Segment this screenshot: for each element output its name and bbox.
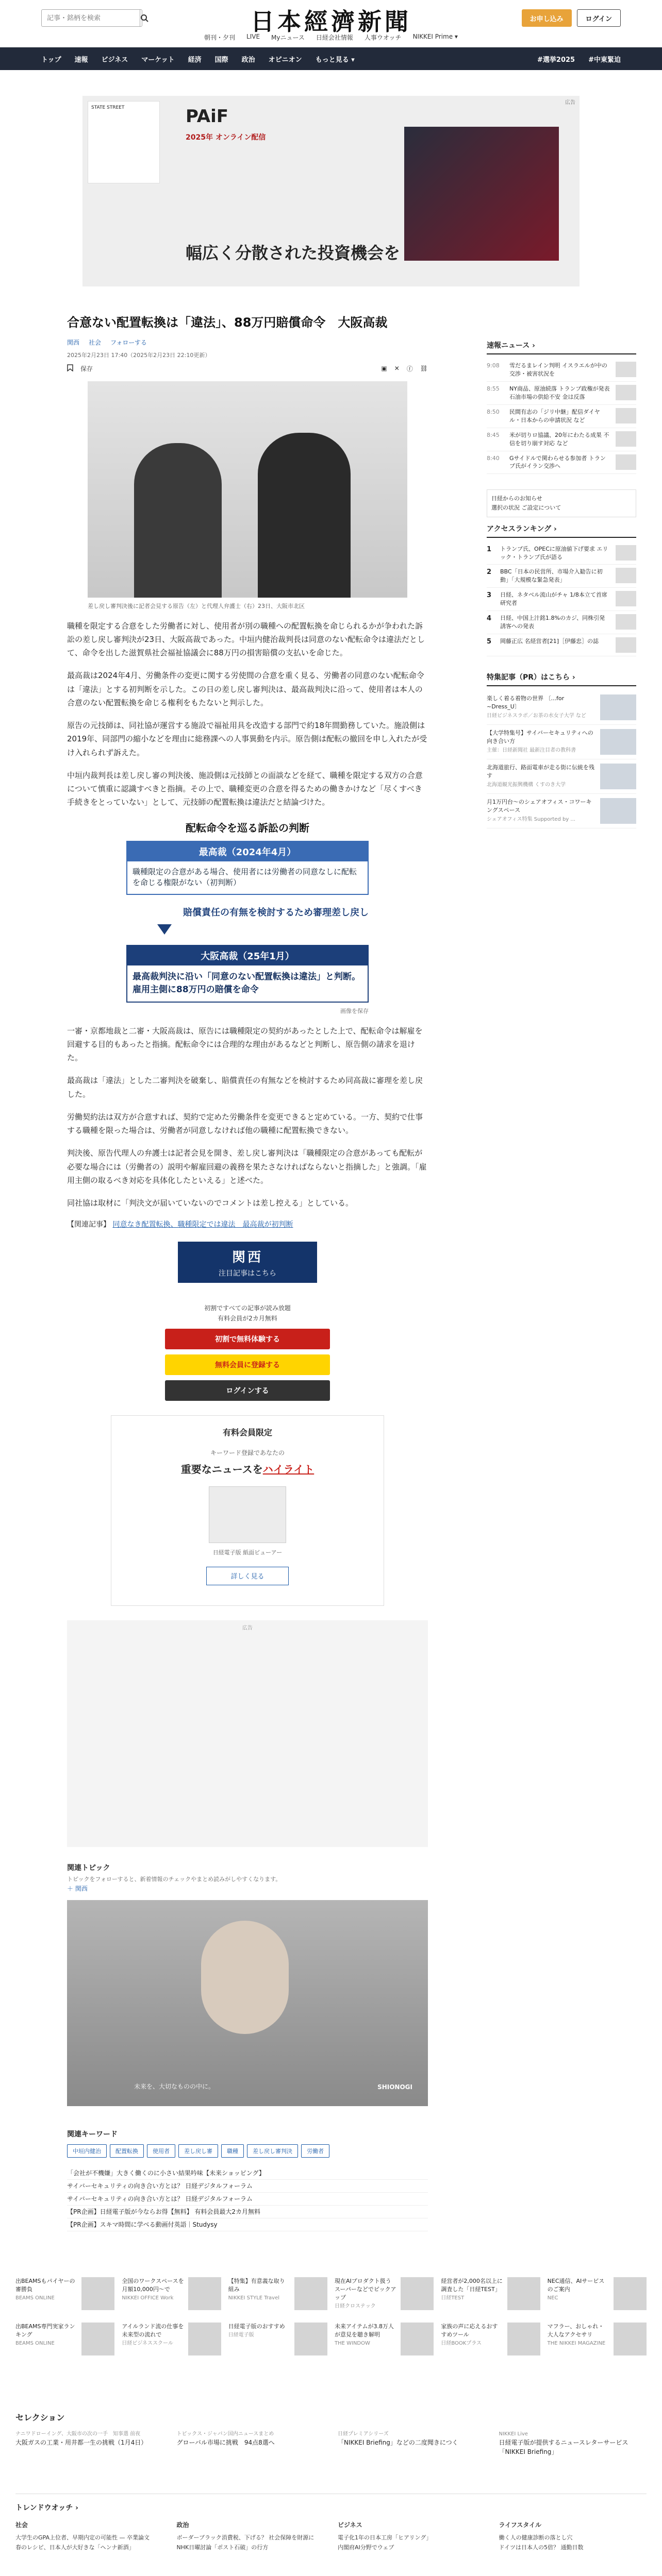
section-title[interactable]: 速報ニュース › [487,340,636,354]
stage-head: 大阪高裁（25年1月） [127,946,368,965]
member-highlight: ハイライト [262,1463,315,1476]
ad-title: PAiF [186,106,228,127]
trend-link[interactable]: 大学生のGPA上位者、早期内定の可能性 — 卒業論文 [15,2534,150,2541]
grid-title: 【特集】有意義な取り組み [228,2278,285,2293]
follow-link[interactable]: フォローする [110,338,147,346]
viewer-thumbnail [209,1486,286,1543]
selection-item[interactable] [499,2430,647,2456]
grid-item[interactable] [548,2323,647,2355]
ranking-thumbnail [616,545,636,561]
subnav-item[interactable]: NIKKEI Prime ▾ [412,33,458,40]
topic-sub: トピックをフォローすると、新着情報のチェックやまとめ読みがしやすくなります。 [67,1875,282,1883]
promo-link[interactable]: サイバーセキュリティの向き合い方とは？ 日経デジタルフォーラム [67,2193,428,2206]
grid-item[interactable] [441,2277,540,2310]
related-keywords [67,2129,428,2231]
breaking-news [487,340,636,474]
ad-rectangle[interactable] [67,1620,428,1847]
nav-item[interactable]: オピニオン [268,56,302,64]
paragraph: 判決後、原告代理人の弁護士は記者会見を開き、差し戻し審判決は「職種限定の合意があっても配転が必要な場合には（労働者の）説明や解雇回避の義務を果たさなければならないと指摘した」と強調。「雇用主側の取るべき対応を具体化したといえる」と述べた。 [67,1148,427,1185]
crumb-link[interactable]: 関西 [67,338,80,346]
grid-source: BEAMS ONLINE [15,2295,55,2301]
trend-column [15,2520,163,2553]
share-x-icon[interactable]: ✕ [394,365,400,372]
topic-title: 関連トピック [67,1863,110,1872]
ad-label: 広告 [565,100,575,106]
ad-label: 広告 [242,1625,253,1631]
grid-title: 全国のワークスペースを月額10,000円〜で [122,2278,184,2293]
ranking-thumbnail [616,614,636,630]
news-thumbnail [616,385,636,400]
grid-item[interactable] [335,2323,434,2355]
grid-source: 日経クロステック [334,2303,376,2309]
news-time: 8:40 [487,454,500,462]
news-item[interactable] [487,382,636,405]
grid-title: 現在AIプロダクト扱うスーパーなどでピックアップ [334,2278,396,2301]
follow-topic-button[interactable]: ＋ 関西 [67,1885,88,1892]
sub-navigation [0,33,662,42]
article-column [67,314,428,2231]
diagram-stage-supreme [126,841,369,895]
pr-image [600,764,636,789]
ranking-thumbnail [616,637,636,653]
grid-image [401,2277,434,2310]
promo-links [67,2167,428,2231]
news-text: NY商品、原油続落 トランプ政権が発表 石油市場の供給不安 金は反落 [509,385,610,400]
down-arrow-icon [157,924,172,935]
article-photo [88,381,407,598]
news-thumbnail [616,408,636,423]
grid-item[interactable] [548,2277,647,2310]
grid-title: 出BEAMSもパイヤーの審勝負 [15,2278,75,2293]
pr-image [600,798,636,824]
grid-item[interactable] [15,2323,114,2355]
section-title[interactable]: 特集記事（PR）はこちら › [487,672,636,686]
article-date: 2025年2月23日 17:40（2025年2月23日 22:10更新） [67,351,211,359]
grid-source: 日経電子版 [228,2332,254,2338]
keyword-chip[interactable]: 差し戻し審 [178,2144,218,2158]
ranking-text: BBC「日本の民営所、市場介入勧告に初動」「大規模な緊急発表」 [500,568,603,584]
rank-number: 2 [487,568,492,577]
grid-image [507,2323,540,2355]
grid-image [294,2323,327,2355]
nav-item[interactable]: 国際 [214,56,228,64]
nav-tag[interactable]: #中東緊迫 [588,56,621,64]
news-thumbnail [616,431,636,447]
member-promo [111,1415,384,1606]
grid-source: BEAMS ONLINE [15,2341,55,2347]
grid-source: 日経BOOKプラス [441,2341,482,2347]
paywall [165,1303,330,1400]
promo-link[interactable]: サイバーセキュリティの向き合い方とは？ 日経デジタルフォーラム [67,2180,428,2193]
ranking-thumbnail [616,568,636,583]
trend-column [338,2520,486,2553]
pr-source: 主催：日経新聞社 最新注目者の教科書 [487,747,576,753]
share-link-icon[interactable]: ⛓ [420,365,428,372]
grid-item[interactable] [15,2277,114,2310]
grid-title: 日経電子版のおすすめ [228,2323,285,2330]
ruling-diagram [126,820,369,1015]
keyword-chip[interactable]: 使用者 [147,2144,175,2158]
print-icon[interactable]: ▣ [381,365,387,372]
news-item[interactable] [487,428,636,451]
article-body-2 [67,1024,428,1210]
register-button[interactable]: 無料会員に登録する [165,1354,330,1375]
save-label[interactable]: 保存 [80,365,93,372]
grid-title: 未来アイテムが3.8万人が意見を聴き解明 [334,2323,394,2338]
related-label: 【関連記事】 [67,1221,110,1229]
trend-link[interactable]: 内閣府AI分野でウェブ [338,2544,394,2551]
pr-source: 北海道観光振興機構 くすのき大学 [487,782,566,788]
grid-title: 経営者が2,000名以上に調査した「日経TEST」 [441,2278,503,2293]
paywall-text: 有料会員が2カ月無料 [218,1314,277,1322]
viewer-label: 日経電子版 紙面ビューアー [212,1549,283,1556]
ad-banner[interactable] [82,96,580,286]
pr-features [487,672,636,828]
login-button[interactable]: ログイン [577,9,621,27]
subscribe-button[interactable]: お申し込み [522,9,572,27]
share-facebook-icon[interactable]: ⓕ [406,365,413,372]
ranking-item[interactable] [487,565,636,588]
related-topic [67,1862,428,1893]
pr-text: 月1万円台〜のシェアオフィス・コワーキングスペース [487,799,592,814]
video-caption: 未来を、大切なものの中に。 [134,2082,215,2090]
selection-title: 「NIKKEI Briefing」などの二度聞きにつく [338,2439,458,2446]
subnav-item[interactable]: 日経会社情報 [316,34,353,41]
article-toolbar [67,364,428,373]
diagram-title: 配転命令を巡る訴訟の判断 [186,821,309,834]
diagram-middle: 賠償責任の有無を検討するため審理差し戻し [183,907,369,919]
article-body [67,619,428,809]
ranking-item[interactable] [487,588,636,611]
ad-graphic [404,127,559,261]
video-ad[interactable] [67,1900,428,2106]
pr-item[interactable] [487,690,636,725]
subnav-item[interactable]: LIVE [246,33,260,40]
promo-link[interactable]: 【PR企画】日経電子版が今ならお得【無料】 有料会員最大2カ月無料 [67,2206,428,2218]
nav-item[interactable]: ビジネス [101,56,128,64]
keyword-chip[interactable]: 労働者 [301,2144,329,2158]
trend-column [177,2520,325,2553]
news-time: 8:55 [487,385,500,392]
promo-link[interactable]: 「会社が不機嫌」大きく働くのに小さい結果吟味【未来ショッピング】 [67,2167,428,2180]
details-button[interactable]: 詳しく見る [206,1567,289,1585]
subnav-item[interactable]: 朝刊・夕刊 [204,34,236,41]
notice-line: 選択の状況 ご設定について [491,504,561,511]
ranking-item[interactable] [487,611,636,634]
news-text: 雪だるまレイン判明 イスラエルが中の交渉・被害状況を [509,362,607,377]
notice-box[interactable] [487,489,636,517]
trend-link[interactable]: NHK日曜討論「ポスト石破」の行方 [176,2544,269,2551]
rank-number: 5 [487,638,492,646]
selection-meta: NIKKEI Live [499,2431,528,2437]
pr-item[interactable] [487,725,636,759]
grid-source: NIKKEI STYLE Travel [228,2295,280,2301]
ranking-item[interactable] [487,542,636,565]
pr-source: 日経ビジネスラボ／お茶の水女子大学 など [487,713,586,719]
article-title: 合意ない配置転換は「違法」、88万円賠償命令 大阪高裁 [67,315,388,330]
ad-side-panel [88,101,160,183]
ranking-item[interactable] [487,634,636,656]
stage-head: 最高裁（2024年4月） [127,842,368,861]
grid-item[interactable] [228,2323,327,2355]
selection-item[interactable] [338,2430,486,2456]
main-navigation [0,47,662,70]
subnav-item[interactable]: Myニュース [271,34,305,41]
ranking-text: 日経、中国上汁銘1.8%のカジ、同株引発誘客への発表 [500,615,605,630]
kansai-banner[interactable] [178,1242,317,1283]
keyword-chip[interactable]: 中垣内健治 [67,2144,107,2158]
breadcrumb [67,338,428,347]
grid-source: THE WINDOW [334,2341,370,2347]
photo-caption: 差し戻し審判決後に記者会見する原告（左）と代理人弁護士（右）23日、大阪市北区 [88,602,305,609]
pr-image [600,694,636,720]
grid-source: NEC [547,2295,558,2301]
paragraph: 原告の元技師は、同社協が運営する施設で福祉用具を改造する部門で約18年間勤務していた。施設側は2019年、同部門の縮小などを理由に総務課への人事異動を内示。原告側は配転の撤回を申し入れたが受け入れられず訴えた。 [67,721,427,757]
trend-link[interactable]: 春のレシピ、日本人が大好きな「ヘンナ新酒」 [15,2544,135,2551]
ad-sub: 2025年 オンライン配信 [186,133,266,142]
stage-body: 職種限定の合意がある場合、使用者には労働者の同意なしに配転を命じる権限がない（初判断） [133,867,357,888]
site-header [0,0,662,47]
nav-item[interactable]: 速報 [74,56,88,64]
member-line: キーワード登録であなたの [210,1449,285,1456]
keyword-chip[interactable]: 差し戻し審判決 [247,2144,298,2158]
grid-image [507,2277,540,2310]
grid-title: 家族の声に応えるおすすめツール [441,2323,498,2338]
trend-heading: 政治 [176,2521,189,2529]
selection-title: 日経電子版が提供するニュースレターサービス「NIKKEI Briefing」 [499,2439,628,2455]
selection-title: 大阪ガスの工業・用井都一生の挑戦（1月4日） [15,2439,147,2446]
trend-watch [15,2494,647,2553]
pr-image [600,729,636,755]
related-link[interactable]: 同意なき配置転換、職種限定では違法 最高裁が初判断 [112,1221,293,1229]
member-title: 有料会員限定 [222,1427,272,1437]
paragraph: 最高裁は2024年4月、労働条件の変更に関する労使間の合意を重く見る、労働者の同意のない配転命令は「違法」とする初判断を示した。この日の差し戻し審判決は、最高裁判決に沿って、使用者は本人の合意のない配置転換を命じる権利をもたないと判示した。 [67,671,424,707]
news-thumbnail [616,454,636,470]
person-right [258,433,351,598]
trend-heading: 社会 [15,2521,28,2529]
grid-image [614,2277,647,2310]
video-brand: SHIONOGI [377,2083,412,2091]
news-time: 8:50 [487,408,500,415]
diagram-stage-osaka [126,945,369,1002]
selection-section [15,2411,647,2456]
section-title[interactable]: アクセスランキング › [487,523,636,538]
search-input[interactable] [42,14,140,22]
trend-heading: ビジネス [338,2521,362,2529]
keyword-chip[interactable]: 職種 [221,2144,244,2158]
save-image-button[interactable]: 画像を保存 [340,1007,369,1014]
rank-number: 1 [487,545,492,553]
bookmark-icon[interactable] [67,364,73,373]
keywords-title: 関連キーワード [67,2130,118,2139]
news-text: Gサイドルで関わらせる参加者 トランプ氏がイラン交渉へ [509,454,606,470]
member-headline: 重要なニュースを [180,1463,263,1476]
grid-item[interactable] [441,2323,540,2355]
paragraph: 中垣内裁判長は差し戻し審の判決後、施設側は元技師との面談などを経て、職種を限定する双方の合意について慎重に認識すべきと指摘。その上で、職種変更の合意を得るための働きかけなど「尽くすべき手続きをとっていない」として、元技師の配置転換は違法だと結論づけた。 [67,770,423,807]
news-text: 米が切りロ協議、20年にわたる成果 不信を切り崩す対応 など [509,431,609,447]
stage-body: 最高裁判決に沿い「同意のない配置転換は違法」と判断。雇用主側に88万円の賠償を命令 [133,972,360,995]
nav-item[interactable]: マーケット [141,56,175,64]
trend-link[interactable]: 電子化1年の日本工房「ヒアリング」 [338,2534,432,2541]
news-item[interactable] [487,405,636,428]
crumb-link[interactable]: 社会 [89,338,102,346]
rank-number: 4 [487,615,492,623]
ranking-thumbnail [616,591,636,606]
grid-item[interactable] [228,2277,327,2310]
trial-button[interactable]: 初割で無料体験する [165,1329,330,1349]
sidebar [487,340,636,844]
news-thumbnail [616,362,636,377]
selection-meta: ナニワドローイング、大阪市の次の一手 知事選 前夜 [15,2431,141,2437]
selection-meta: トピックス・ジャパン国内ニュースまとめ [176,2431,274,2437]
person-left [134,443,222,598]
recommend-grid [15,2277,647,2355]
trend-link[interactable]: 働く人の健康診断の落とし穴 [499,2534,573,2541]
trend-link[interactable]: ドイツは日本人の5倍？ 通勤日数 [499,2544,584,2551]
grid-image [294,2277,327,2310]
keyword-chip[interactable]: 配置転換 [110,2144,144,2158]
ad-brand: STATE STREET [91,105,125,110]
nav-tag[interactable]: #選挙2025 [537,56,575,64]
promo-link[interactable]: 【PR企画】スキマ時間に学べる動画付英語｜Studysy [67,2218,428,2231]
grid-title: アイルランド流の仕事を未来型の流れで [122,2323,184,2338]
grid-item[interactable] [122,2277,221,2310]
ranking-text: 岡藤正広 名経営者[21]［伊藤忠］の誌 [500,638,599,645]
grid-title: マフラー、おしゃれ・大人なアクセサリ [547,2323,604,2338]
access-ranking [487,523,636,657]
grid-source: 日経TEST [441,2295,465,2301]
related-article [67,1219,428,1229]
pr-text: 【大学特集号】サイバーセキュリティへの向き合い方 [487,730,593,744]
nav-item[interactable]: 経済 [188,56,202,64]
paragraph: 同社協は取材に「判決文が届いていないのでコメントは差し控える」としている。 [67,1198,354,1208]
site-logo[interactable]: 日本經濟新聞 [251,8,411,36]
selection-item[interactable] [177,2430,325,2456]
grid-title: 出BEAMS専門実家ランキング [15,2323,75,2338]
trend-link[interactable]: ボーダーブラック消費税、下げる？ 社会保障を財源に [176,2534,315,2541]
pr-item[interactable] [487,759,636,794]
nav-item[interactable]: もっと見る ▾ [315,56,355,64]
news-item[interactable] [487,359,636,382]
grid-image [188,2323,221,2355]
grid-source: 日経ビジネススクール [122,2341,173,2347]
pr-text: 北海道旅行、路面電車が走る街に伝統を残す [487,764,594,779]
pr-item[interactable] [487,794,636,828]
trend-column [499,2520,647,2553]
grid-title: NEC通信、AIサービスのご案内 [547,2278,605,2293]
pr-source: シェアオフィス特集 Supported by ... [487,816,575,822]
paywall-login-button[interactable]: ログインする [165,1380,330,1401]
paragraph: 労働契約法は双方が合意すれば、契約で定めた労働条件を変更できると定めている。一方、契約で仕事する職種を限った場合は、労働者が同意しなければ他の職種に配置転換できない。 [67,1112,423,1136]
ranking-text: トランプ氏、OPECに原油値下げ要求 エリック・トランプ氏が語る [500,545,608,561]
selection-item[interactable] [15,2430,163,2456]
paragraph: 職種を限定する合意をした労働者に対し、使用者が別の職種への配置転換を命じられるかが争われた訴訟の差し戻し審判決が23日、大阪高裁であった。中垣内健治裁判長は同意のない配転命令は違法だとして、命令を出した滋賀県社会福祉協議会に88万円の損害賠償の支払いを命じた。 [67,621,425,658]
section-title: セレクション [15,2413,65,2422]
grid-image [188,2277,221,2310]
nav-item[interactable]: 政治 [241,56,255,64]
news-time: 8:45 [487,431,500,438]
paragraph: 一審・京都地裁と二審・大阪高裁は、原告には職種限定の契約があったとした上で、配転命令は解雇を回避する目的もあったと指摘。配転命令には合理的な理由があるなどと判断し、原告側の請求を退けた。 [67,1026,423,1063]
grid-image [81,2277,114,2310]
subnav-item[interactable]: 人事ウオッチ [364,34,402,41]
kansai-title: 関西 [231,1250,263,1266]
section-title[interactable]: トレンドウオッチ › [15,2504,78,2512]
trend-heading: ライフスタイル [499,2521,542,2529]
grid-source: NIKKEI OFFICE Work [122,2295,174,2301]
grid-item[interactable] [335,2277,434,2310]
grid-item[interactable] [122,2323,221,2355]
grid-image [614,2323,647,2355]
grid-source: THE NIKKEI MAGAZINE [547,2341,606,2347]
selection-title: グローバル市場に挑戦 94点8選へ [176,2439,275,2446]
search-icon[interactable] [140,10,148,26]
pr-text: 楽しく着る着物の世界 〔...for ~Dress_U〕 [487,695,565,710]
paragraph: 最高裁は「違法」とした二審判決を破棄し、賠償責任の有無などを検討するため同高裁に審理を差し戻した。 [67,1076,423,1099]
selection-meta: 日経プレミアシリーズ [338,2431,389,2437]
ad-slogan: 幅広く分散された投資機会を [186,243,401,263]
news-item[interactable] [487,451,636,474]
news-text: 民間有志の「ジリ中継」配信ダイヤル・日本からの申請状況 など [509,408,600,423]
paywall-text: 初割ですべての記事が読み放題 [204,1304,291,1312]
nav-item[interactable]: トップ [41,56,61,64]
person-image [201,1921,289,2034]
grid-image [81,2323,114,2355]
notice-line: 日経からのお知らせ [491,495,542,502]
kansai-sub: 注目記事はこちら [219,1269,276,1278]
ranking-text: 日経、ネタベル流山がチャ 1/8本立て首席研究者 [500,591,607,607]
search-box[interactable] [41,9,142,27]
rank-number: 3 [487,591,492,600]
news-time: 9:08 [487,362,500,369]
grid-image [401,2323,434,2355]
